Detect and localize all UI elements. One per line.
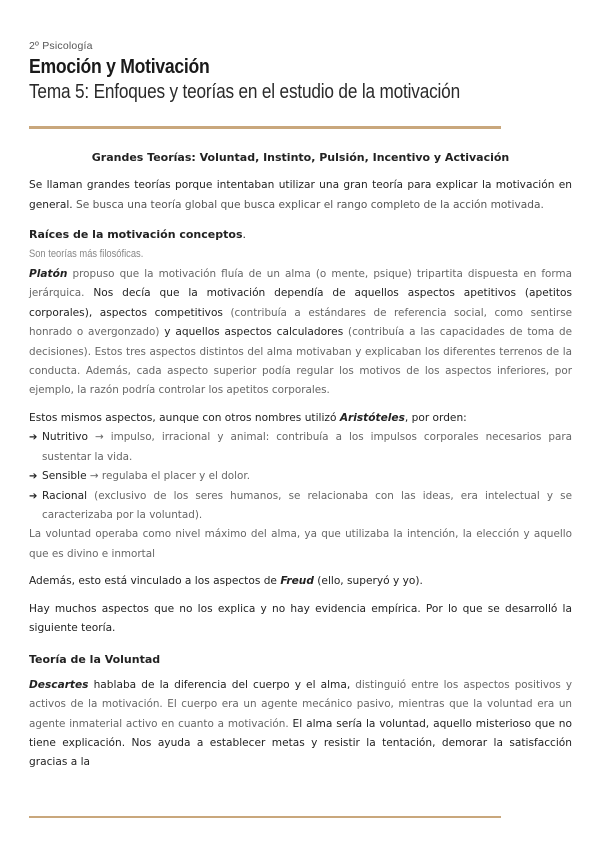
item-term: Sensible <box>42 470 87 483</box>
voluntad-alma-paragraph: La voluntad operaba como nivel máximo del alma, ya que utilizaba la intención, la elección y aquello que es divino e inmortal <box>29 528 572 560</box>
voluntad-heading: Teoría de la Voluntad <box>29 653 161 667</box>
platon-paragraph <box>29 265 572 401</box>
list-item-racional <box>29 487 572 526</box>
item-term: Nutritivo <box>42 431 88 444</box>
intro-text-a: Se llaman grandes teorías porque intentaban utilizar una gran teoría para explicar la motivación en general. <box>29 179 572 211</box>
platon-t3: (contribuía a estándares de referencia social, como sentirse honrado o avergonzado) <box>29 306 573 339</box>
intro-paragraph <box>29 176 572 215</box>
raices-heading-dot: . <box>242 228 246 242</box>
course-title: Emoción y Motivación <box>29 56 210 78</box>
freud-name: Freud <box>280 575 314 588</box>
list-item-sensible <box>29 467 572 486</box>
intro-text-b: Se busca una teoría global que busca explicar el rango completo de la acción motivada. <box>72 198 544 211</box>
section-title: Grandes Teorías: Voluntad, Instinto, Pulsión, Incentivo y Activación <box>91 151 510 164</box>
item-text: → impulso, irracional y animal: contribuía a los impulsos corporales necesarios para sustentar la vida. <box>42 431 572 463</box>
list-item-nutritivo <box>29 428 572 467</box>
aristoteles-lead <box>29 409 572 428</box>
raices-note: Son teorías más filosóficas. <box>29 247 144 260</box>
raices-heading-text: Raíces de la motivación conceptos <box>29 228 243 242</box>
aristoteles-lead-text: Estos mismos aspectos, aunque con otros nombres utilizó <box>29 411 340 424</box>
header-divider <box>29 126 501 129</box>
descartes-t3: El alma sería la voluntad, aquello misterioso que no tiene explicación. Nos ayuda a establecer metas y resistir la tentación, demorar la satisfacción gracias a la <box>29 717 572 769</box>
footer-divider <box>29 816 501 818</box>
aristoteles-list <box>29 428 572 525</box>
platon-t1: propuso que la motivación fluía de un alma (o mente, psique) tripartita dispuesta en forma jerárquica. <box>29 268 572 300</box>
descartes-t2: distinguió entre los aspectos positivos y activos de la motivación. El cuerpo era un agente mecánico pasivo, mientras que la voluntad era un agente inmaterial activo en cuanto a motivación. <box>29 678 572 730</box>
arrow-bullet-icon: ➔ <box>29 471 38 483</box>
freud-paragraph <box>29 572 572 591</box>
hay-muchos-paragraph: Hay muchos aspectos que no los explica y no hay evidencia empírica. Por lo que se desarrolló la siguiente teoría. <box>29 602 572 634</box>
aristoteles-tail: , por orden: <box>404 411 467 424</box>
arrow-bullet-icon: ➔ <box>29 490 38 502</box>
tema-title: Tema 5: Enfoques y teorías en el estudio de la motivación <box>29 81 460 103</box>
platon-t6: Estos tres aspectos distintos del alma motivaban y explicaban los diferentes terrenos de la conducta. Además, cada aspecto superior podía regular los motivos de los aspectos inferiores, por ejemplo, la razón podría controlar los apetitos corporales. <box>29 345 572 397</box>
freud-lead: Además, esto está vinculado a los aspectos de <box>29 575 281 588</box>
platon-t2: Nos decía que la motivación dependía de aquellos aspectos apetitivos (apetitos corporales), aspectos competitivos <box>29 287 572 319</box>
platon-t4: y aquellos aspectos calculadores <box>159 326 344 339</box>
document-header <box>29 40 574 104</box>
item-text: → regulaba el placer y el dolor. <box>86 470 251 483</box>
item-text: (exclusivo de los seres humanos, se relacionaba con las ideas, era intelectual y se caracterizaba por la voluntad). <box>42 489 572 521</box>
descartes-name: Descartes <box>29 678 89 691</box>
aristoteles-name: Aristóteles <box>339 411 405 424</box>
subject-label: 2º Psicología <box>29 40 93 52</box>
freud-tail: (ello, superyó y yo). <box>313 575 423 588</box>
descartes-t1: hablaba de la diferencia del cuerpo y el alma, <box>88 678 351 691</box>
raices-heading <box>29 225 572 244</box>
arrow-bullet-icon: ➔ <box>29 432 38 444</box>
platon-name: Platón <box>29 268 68 281</box>
descartes-paragraph <box>29 676 572 773</box>
platon-t5: (contribuía a las capacidades de toma de decisiones). <box>29 326 573 358</box>
document-body <box>29 148 572 773</box>
item-term: Racional <box>42 489 88 502</box>
